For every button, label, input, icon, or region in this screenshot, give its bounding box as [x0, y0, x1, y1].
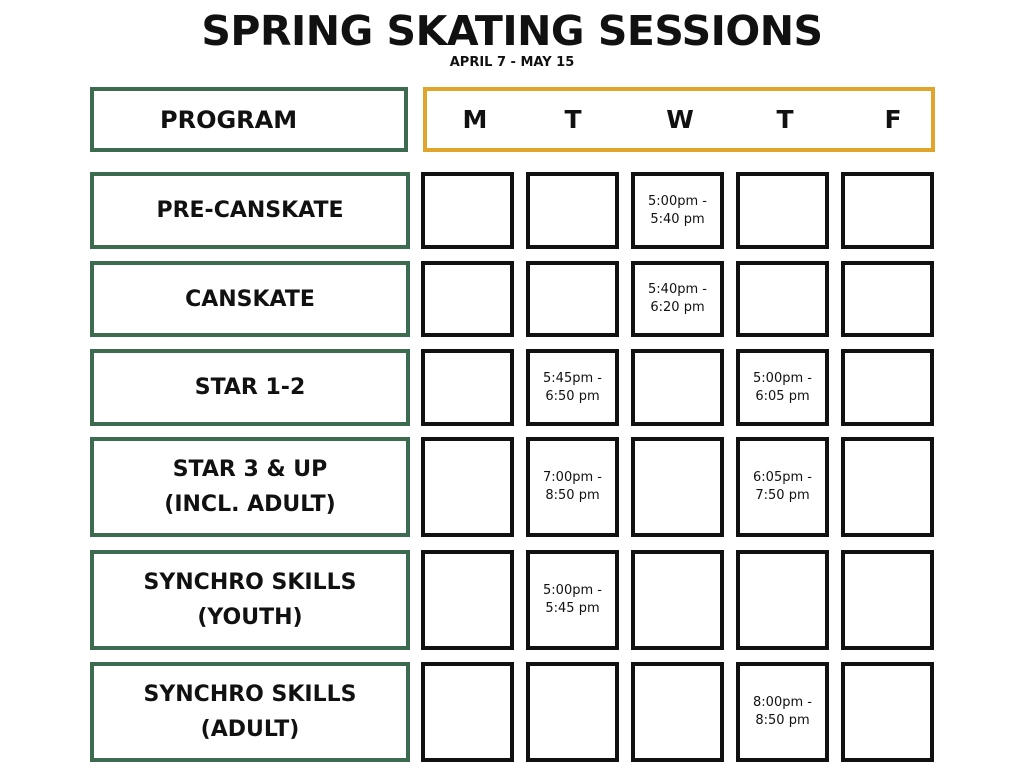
session-cell-synchro-adult-thu: 8:00pm - 8:50 pm	[736, 662, 829, 762]
program-synchro-adult: SYNCHRO SKILLS (ADULT)	[90, 662, 410, 762]
session-cell-star-3-up-fri	[841, 437, 934, 537]
day-header-tuesday: T	[564, 105, 582, 134]
day-header-wednesday: W	[666, 105, 694, 134]
session-cell-pre-canskate-mon	[421, 172, 514, 249]
session-cell-star-1-2-mon	[421, 349, 514, 426]
session-cell-pre-canskate-tue	[526, 172, 619, 249]
day-header-thursday: T	[776, 105, 794, 134]
session-cell-star-1-2-tue: 5:45pm - 6:50 pm	[526, 349, 619, 426]
session-cell-synchro-youth-mon	[421, 550, 514, 650]
date-range: APRIL 7 - MAY 15	[449, 55, 575, 70]
session-cell-synchro-youth-fri	[841, 550, 934, 650]
session-cell-star-3-up-tue: 7:00pm - 8:50 pm	[526, 437, 619, 537]
program-canskate: CANSKATE	[90, 261, 410, 337]
schedule-title: SPRING SKATING SESSIONS	[201, 7, 823, 55]
session-cell-canskate-wed: 5:40pm - 6:20 pm	[631, 261, 724, 337]
day-header-friday: F	[884, 105, 902, 134]
program-synchro-youth: SYNCHRO SKILLS (YOUTH)	[90, 550, 410, 650]
session-cell-star-1-2-fri	[841, 349, 934, 426]
session-cell-synchro-adult-wed	[631, 662, 724, 762]
program-star-1-2: STAR 1-2	[90, 349, 410, 426]
session-cell-canskate-fri	[841, 261, 934, 337]
session-cell-star-1-2-thu: 5:00pm - 6:05 pm	[736, 349, 829, 426]
program-pre-canskate: PRE-CANSKATE	[90, 172, 410, 249]
session-cell-synchro-adult-mon	[421, 662, 514, 762]
session-cell-synchro-youth-thu	[736, 550, 829, 650]
day-header-monday: M	[462, 105, 488, 134]
session-cell-canskate-mon	[421, 261, 514, 337]
session-cell-canskate-tue	[526, 261, 619, 337]
session-cell-star-3-up-thu: 6:05pm - 7:50 pm	[736, 437, 829, 537]
program-column-header	[90, 87, 408, 152]
session-cell-star-3-up-wed	[631, 437, 724, 537]
session-cell-synchro-adult-fri	[841, 662, 934, 762]
program-star-3-and-up: STAR 3 & UP (INCL. ADULT)	[90, 437, 410, 537]
session-cell-pre-canskate-wed: 5:00pm - 5:40 pm	[631, 172, 724, 249]
session-cell-canskate-thu	[736, 261, 829, 337]
session-cell-pre-canskate-thu	[736, 172, 829, 249]
program-header-label: PROGRAM	[160, 105, 298, 134]
session-cell-star-3-up-mon	[421, 437, 514, 537]
weekday-header	[423, 87, 935, 152]
session-cell-pre-canskate-fri	[841, 172, 934, 249]
session-cell-star-1-2-wed	[631, 349, 724, 426]
session-cell-synchro-adult-tue	[526, 662, 619, 762]
session-cell-synchro-youth-tue: 5:00pm - 5:45 pm	[526, 550, 619, 650]
session-cell-synchro-youth-wed	[631, 550, 724, 650]
